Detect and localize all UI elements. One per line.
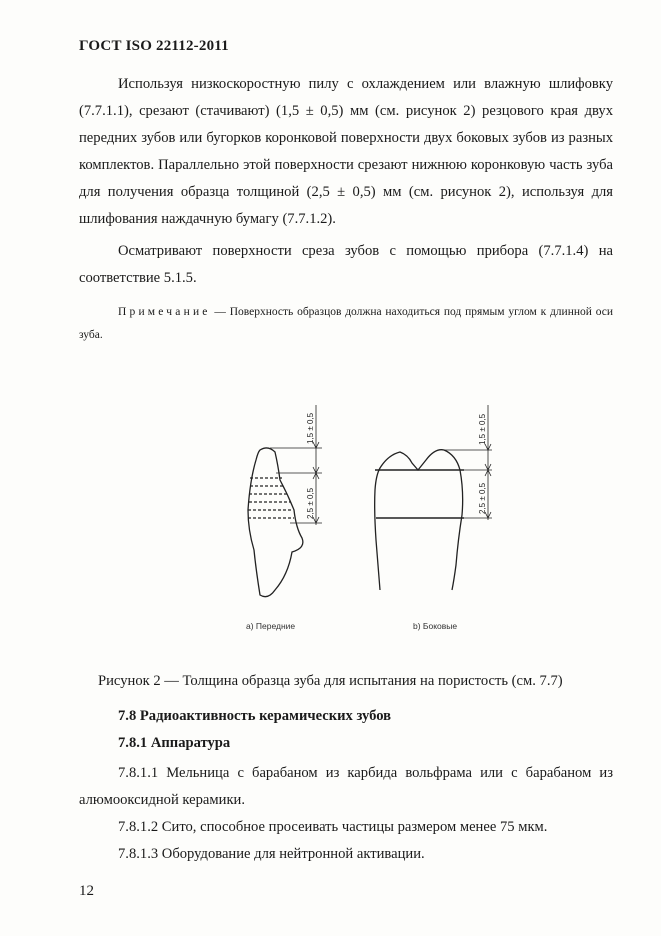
item-text: 7.8.1.1 Мельница с барабаном из карбида вольфрама или с барабаном из алюмооксидной керамики. bbox=[79, 765, 613, 808]
note-label: Примечание bbox=[118, 306, 211, 318]
front-dim-top-label: 1,5 ± 0,5 bbox=[306, 412, 315, 444]
molar-dim-bottom-label: 2,5 ± 0,5 bbox=[478, 482, 487, 514]
paragraph-text: Используя низкоскоростную пилу с охлаждением или влажную шлифовку (7.7.1.1), срезают (стачивают) (1,5 ± 0,5) мм (см. рисунок 2) резцового края двух передних зубов или бугорков коронковой поверхности двух боковых зубов из разных комплектов. Параллельно этой поверхности срезают нижнюю коронковую часть зуба для получения образца толщиной (2,5 ± 0,5) мм (см. рисунок 2), используя для шлифования наждачную бумагу (7.7.1.2). bbox=[79, 76, 613, 227]
paragraph-cutting-procedure bbox=[79, 71, 613, 233]
page-number: 12 bbox=[79, 883, 94, 899]
item-7-8-1-3 bbox=[79, 841, 613, 868]
molar-tooth-drawing bbox=[375, 450, 464, 590]
front-tooth-drawing bbox=[248, 448, 303, 597]
item-7-8-1-2 bbox=[79, 814, 613, 841]
figure-caption: Рисунок 2 — Толщина образца зуба для испытания на пористость (см. 7.7) bbox=[98, 673, 563, 689]
item-7-8-1-1 bbox=[79, 760, 613, 814]
molar-dim-top-label: 1,5 ± 0,5 bbox=[478, 413, 487, 445]
section-heading-7-8: 7.8 Радиоактивность керамических зубов bbox=[118, 708, 392, 724]
document-header: ГОСТ ISO 22112-2011 bbox=[79, 38, 229, 54]
figure-subcaption-molar: b) Боковые bbox=[413, 621, 458, 631]
section-heading-7-8-1: 7.8.1 Аппаратура bbox=[118, 735, 231, 751]
tooth-specimen-figure bbox=[230, 400, 510, 640]
paragraph-inspection bbox=[79, 238, 613, 292]
note bbox=[79, 301, 613, 347]
item-text: 7.8.1.2 Сито, способное просеивать частицы размером менее 75 мкм. bbox=[118, 819, 548, 835]
front-dim-bottom-label: 2,5 ± 0,5 bbox=[306, 487, 315, 519]
item-text: 7.8.1.3 Оборудование для нейтронной активации. bbox=[118, 846, 425, 862]
paragraph-text: Осматривают поверхности среза зубов с помощью прибора (7.7.1.4) на соответствие 5.1.5. bbox=[79, 243, 613, 286]
figure-subcaption-front: a) Передние bbox=[246, 621, 296, 631]
note-text: — Поверхность образцов должна находиться под прямым углом к длинной оси зуба. bbox=[79, 306, 613, 341]
